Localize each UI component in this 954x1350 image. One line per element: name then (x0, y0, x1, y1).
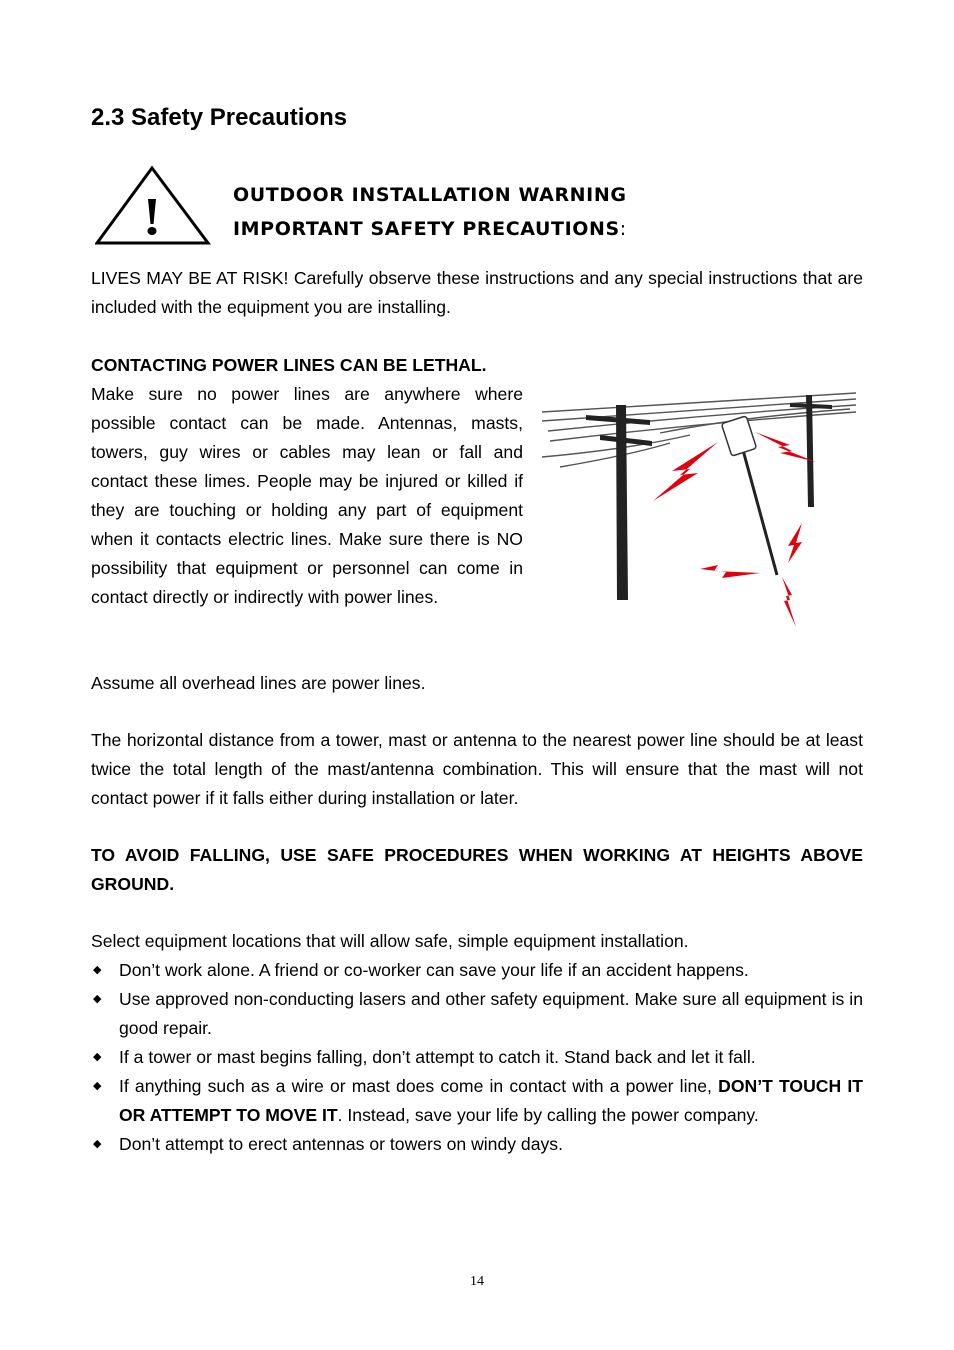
list-item (91, 1130, 863, 1159)
warning-title-line2 (233, 218, 627, 240)
power-lines-paragraph: Make sure no power lines are anywhere where possible contact can be made. Antennas, masts, towers, guy wires or cables may lean or fall and contact these limes. People may be injured or killed if they are touching or holding any part of equipment when it contacts electric lines. Make sure there is NO possibility that equipment or personnel can come in contact directly or indirectly with power lines. (91, 384, 523, 607)
diamond-bullet-icon: ◆ (93, 964, 102, 976)
warning-triangle-icon (95, 166, 211, 246)
power-lines-heading: CONTACTING POWER LINES CAN BE LETHAL. (91, 355, 487, 375)
list-item (91, 985, 863, 1043)
list-item (91, 956, 863, 985)
assume-paragraph: Assume all overhead lines are power lines. (91, 673, 426, 693)
falling-heading: TO AVOID FALLING, USE SAFE PROCEDURES WHEN WORKING AT HEIGHTS ABOVE GROUND. (91, 845, 863, 894)
page-title: 2.3 Safety Precautions (91, 104, 348, 131)
bullet-text: . Instead, save your life by calling the power company. (337, 1105, 759, 1125)
diamond-bullet-icon: ◆ (93, 1051, 102, 1063)
intro-paragraph: LIVES MAY BE AT RISK! Carefully observe these instructions and any special instructions that are included with the equipment you are installing. (91, 268, 863, 317)
diamond-bullet-icon: ◆ (93, 993, 102, 1005)
bullet-text: If a tower or mast begins falling, don’t attempt to catch it. Stand back and let it fall. (119, 1047, 756, 1067)
page-number: 14 (470, 1274, 484, 1289)
diamond-bullet-icon: ◆ (93, 1138, 102, 1150)
bullet-text: Don’t attempt to erect antennas or towers on windy days. (119, 1134, 563, 1154)
bullet-text: If anything such as a wire or mast does come in contact with a power line, (119, 1076, 719, 1096)
warning-title-line1: OUTDOOR INSTALLATION WARNING (233, 184, 627, 206)
bullet-text: Don’t work alone. A friend or co-worker can save your life if an accident happens. (119, 960, 749, 980)
list-item (91, 1072, 863, 1130)
bullet-bold-text: DON’T TOUCH IT OR ATTEMPT TO MOVE IT (119, 1076, 864, 1125)
bullet-text: Use approved non-conducting lasers and other safety equipment. Make sure all equipment is in good repair. (119, 989, 863, 1038)
warning-line2-text: IMPORTANT SAFETY PRECAUTIONS (233, 218, 620, 240)
diamond-bullet-icon: ◆ (93, 1080, 102, 1092)
list-item (91, 1043, 863, 1072)
distance-paragraph: The horizontal distance from a tower, mast or antenna to the nearest power line should be at least twice the total length of the mast/antenna combination. This will ensure that the mast will not contact power if it falls either during installation or later. (91, 730, 863, 808)
power-line-hazard-illustration (540, 385, 860, 635)
warning-line2-suffix: : (619, 218, 627, 240)
safety-bullet-list (91, 956, 863, 1159)
select-paragraph: Select equipment locations that will allow safe, simple equipment installation. (91, 931, 689, 951)
